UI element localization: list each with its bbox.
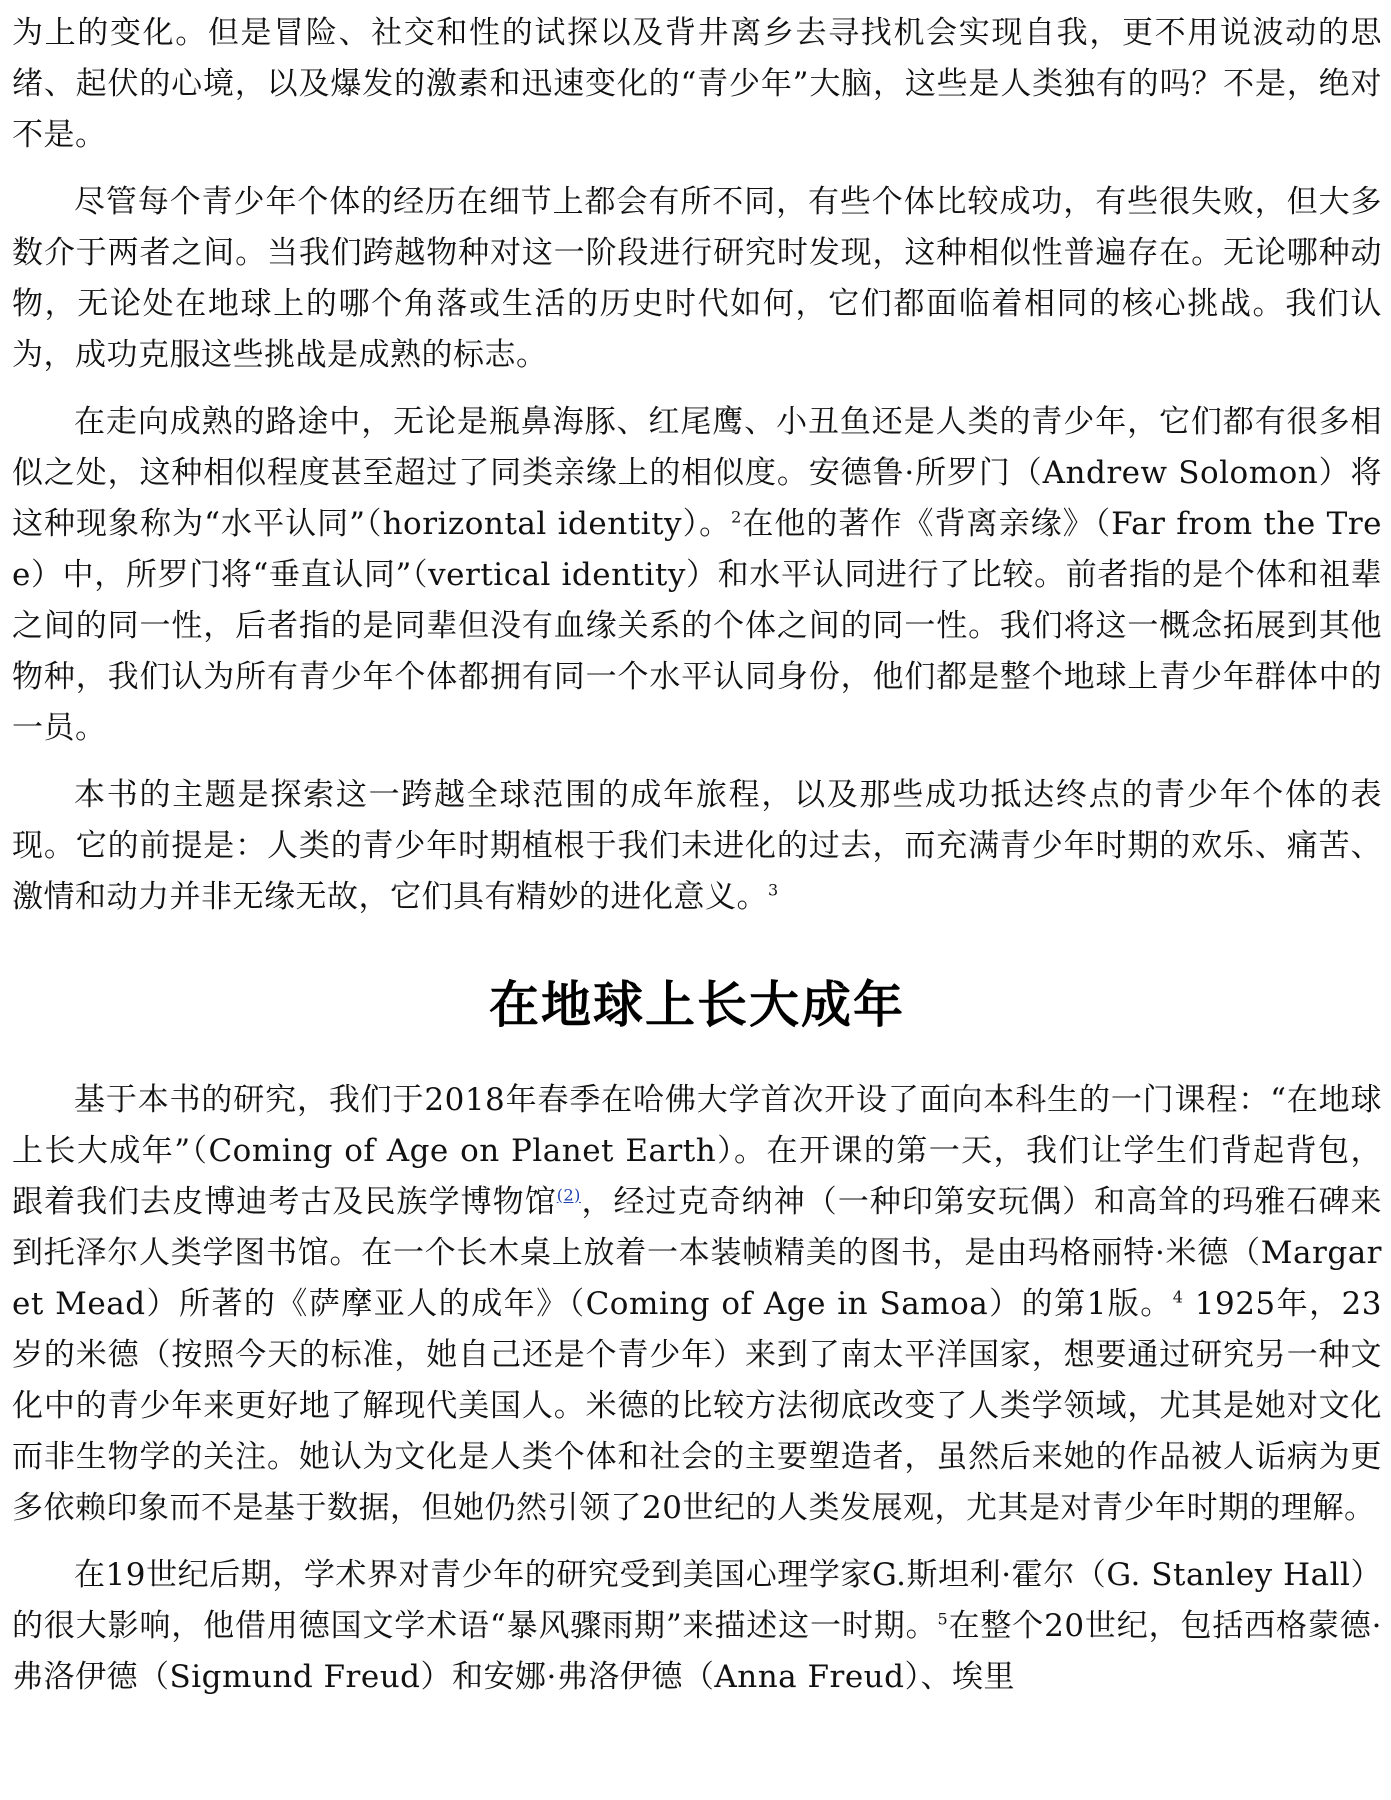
paragraph-text: 在19世纪后期，学术界对青少年的研究受到美国心理学家G.斯坦利·霍尔（G. Stanley Hall）的很大影响，他借用德国文学术语“暴风骤雨期”来描述这一时期。 <box>12 1557 1382 1644</box>
paragraph-text: 为上的变化。但是冒险、社交和性的试探以及背井离乡去寻找机会实现自我，更不用说波动的思绪、起伏的心境，以及爆发的激素和迅速变化的“青少年”大脑，这些是人类独有的吗？不是，绝对不是。 <box>12 15 1382 153</box>
paragraph <box>12 177 1382 381</box>
paragraph <box>12 1550 1382 1703</box>
footnote-marker: 5 <box>937 1609 949 1629</box>
paragraph-text: 基于本书的研究，我们于2018年春季在哈佛大学首次开设了面向本科生的一门课程：“在地球上长大成年”（Coming of Age on Planet Earth）。在开课的第一天，我们让学生们背起背包，跟着我们去皮博迪考古及民族学博物馆 <box>12 1082 1382 1220</box>
paragraph-text: 在他的著作《背离亲缘》（Far from the Tree）中，所罗门将“垂直认同”（vertical identity）和水平认同进行了比较。前者指的是个体和祖辈之间的同一性，后者指的是同辈但没有血缘关系的个体之间的同一性。我们将这一概念拓展到其他物种，我们认为所有青少年个体都拥有同一个水平认同身份，他们都是整个地球上青少年群体中的一员。 <box>12 506 1382 746</box>
footnote-marker: 3 <box>768 880 779 900</box>
paragraph <box>12 397 1382 754</box>
paragraph-text: 在整个20世纪，包括西格蒙德·弗洛伊德（Sigmund Freud）和安娜·弗洛伊德（Anna Freud）、埃里 <box>12 1608 1382 1695</box>
paragraph-continued <box>12 8 1382 161</box>
paragraph-text: 本书的主题是探索这一跨越全球范围的成年旅程，以及那些成功抵达终点的青少年个体的表现。它的前提是：人类的青少年时期植根于我们未进化的过去，而充满青少年时期的欢乐、痛苦、激情和动力并非无缘无故，它们具有精妙的进化意义。 <box>12 777 1382 915</box>
paragraph-text: ，经过克奇纳神（一种印第安玩偶）和高耸的玛雅石碑来到托泽尔人类学图书馆。在一个长木桌上放着一本装帧精美的图书，是由玛格丽特·米德（Margaret Mead）所著的《萨摩亚人的成年》（Coming of Age in Samoa）的第1版。 <box>12 1184 1383 1322</box>
document-page <box>12 8 1382 1719</box>
paragraph <box>12 1075 1382 1534</box>
paragraph-text: 在走向成熟的路途中，无论是瓶鼻海豚、红尾鹰、小丑鱼还是人类的青少年，它们都有很多相似之处，这种相似程度甚至超过了同类亲缘上的相似度。安德鲁·所罗门（Andrew Solomon）将这种现象称为“水平认同”（horizontal identity）。 <box>12 404 1382 542</box>
paragraph-text: 尽管每个青少年个体的经历在细节上都会有所不同，有些个体比较成功，有些很失败，但大多数介于两者之间。当我们跨越物种对这一阶段进行研究时发现，这种相似性普遍存在。无论哪种动物，无论处在地球上的哪个角落或生活的历史时代如何，它们都面临着相同的核心挑战。我们认为，成功克服这些挑战是成熟的标志。 <box>12 184 1382 373</box>
paragraph-text: 1925年，23岁的米德（按照今天的标准，她自己还是个青少年）来到了南太平洋国家，想要通过研究另一种文化中的青少年来更好地了解现代美国人。米德的比较方法彻底改变了人类学领域，尤其是她对文化而非生物学的关注。她认为文化是人类个体和社会的主要塑造者，虽然后来她的作品被人诟病为更多依赖印象而不是基于数据，但她仍然引领了20世纪的人类发展观，尤其是对青少年时期的理解。 <box>12 1286 1382 1526</box>
footnote-marker: 4 <box>1172 1287 1184 1307</box>
paragraph <box>12 770 1382 923</box>
footnote-marker: 2 <box>731 507 742 527</box>
endnote-link[interactable]: (2) <box>556 1185 581 1205</box>
section-heading: 在地球上长大成年 <box>489 976 905 1034</box>
